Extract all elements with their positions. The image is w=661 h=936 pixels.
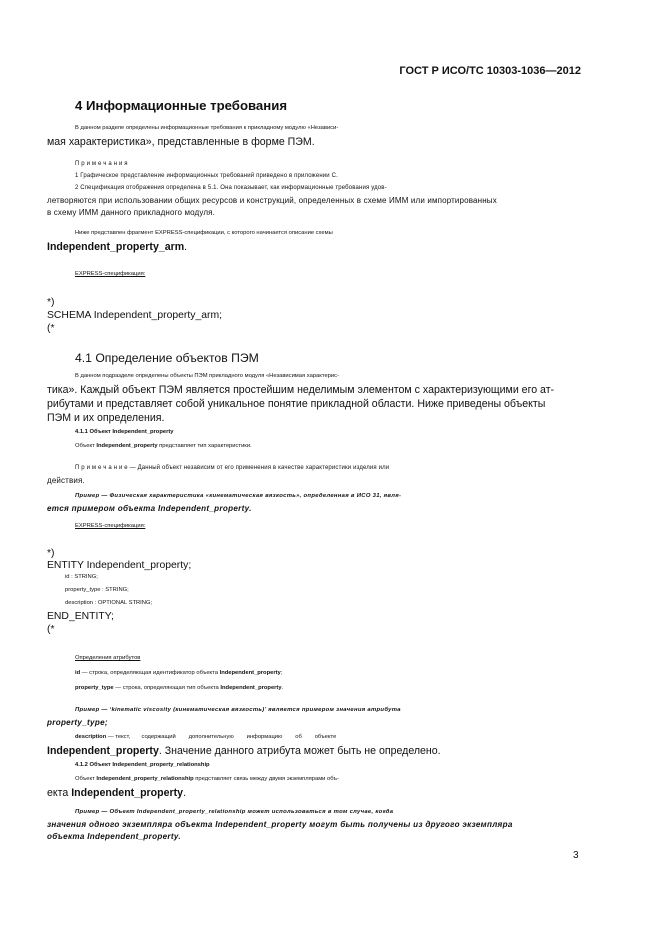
express-intro-tail: . xyxy=(184,241,188,253)
attr-pt-text: — строка, определяющая тип объекта xyxy=(113,685,221,691)
section-4-1-2-para-line-1 xyxy=(75,773,611,786)
section-4-intro-line-2: мая характеристика», представленные в форме ПЭМ. xyxy=(47,136,315,148)
attr-example-line-1: Пример — ‘kinematic viscosity (кинематическая вязкость)’ является примером значения атрибута xyxy=(75,707,401,713)
section-4-heading: 4 Информационные требования xyxy=(75,98,288,113)
section-4-1-para-line-2: тика». Каждый объект ПЭМ является простейшим неделимым элементом с характеризующими его ат- xyxy=(47,384,555,396)
code-comment-close: *) xyxy=(47,297,55,308)
code2-property-type-attr: property_type : STRING; xyxy=(65,587,129,593)
attr-id-end: ; xyxy=(280,670,283,676)
note-2-line-2: летворяются при использовании общих ресурсов и конструкций, определенных в схеме ИММ или импортированных xyxy=(47,196,497,205)
section-4-intro-line-1: В данном разделе определены информационные требования к прикладному модулю «Независи- xyxy=(75,125,339,131)
attr-desc-text: — текст, содержащий дополнительную информацию об объекте xyxy=(106,734,337,740)
code2-entity-line: ENTITY Independent_property; xyxy=(47,560,192,571)
def-prefix: Объект xyxy=(75,443,97,449)
rel2-suffix: . xyxy=(183,787,187,799)
code-comment-open: (* xyxy=(47,323,55,334)
attr-pt-end: . xyxy=(281,685,284,691)
def-entity-name: Independent_property xyxy=(96,443,158,449)
rel-prefix: Объект xyxy=(75,776,97,782)
section-4-1-1-heading: 4.1.1 Объект Independent_property xyxy=(75,429,174,435)
attr-id-object: Independent_property xyxy=(219,670,281,676)
note-2-line-1: 2 Спецификация отображения определена в 5.1. Она показывает, как информационные требования удов- xyxy=(75,185,387,191)
attr-pt-object: Independent_property xyxy=(220,685,282,691)
section-4-1-2-heading: 4.1.2 Объект Independent_property_relationship xyxy=(75,762,210,768)
attr-description-line-2 xyxy=(47,745,583,758)
section-4-1-1-example-line-2: ется примером объекта Independent_property. xyxy=(47,504,252,513)
section-4-1-para-line-3: рибутами и представляет собой уникальное понятие прикладной области. Ниже приведены объекты xyxy=(47,398,546,410)
code2-comment-open: (* xyxy=(47,624,55,635)
express-spec-label-1: EXPRESS-спецификация: xyxy=(75,271,146,277)
def-suffix: представляет тип характеристики. xyxy=(157,443,252,449)
code2-description-attr: description : OPTIONAL STRING; xyxy=(65,600,153,606)
attr-desc-tail: . Значение данного атрибута может быть не определено. xyxy=(158,745,441,757)
section-4-1-1-note-line-2: действия. xyxy=(47,476,85,485)
attr-desc-object: Independent_property xyxy=(47,745,159,757)
section-4-1-1-note-line-1: П р и м е ч а н и е — Данный объект независим от его применения в качестве характеристики изделия или xyxy=(75,465,390,471)
code2-end-entity: END_ENTITY; xyxy=(47,611,114,622)
code2-id-attr: id : STRING; xyxy=(65,574,98,580)
express-intro-line-2 xyxy=(47,241,583,254)
attr-id-text: — строка, определяющая идентификатор объекта xyxy=(80,670,220,676)
section-4-1-2-example-line-1: Пример — Объект Independent_property_relationship может использоваться в том случае, когда xyxy=(75,809,394,815)
attr-example-line-2: property_type; xyxy=(47,718,108,727)
express-spec-label-2: EXPRESS-спецификация: xyxy=(75,523,146,529)
attr-pt-name: property_type xyxy=(75,685,114,691)
section-4-1-2-example-line-3: объекта Independent_property. xyxy=(47,832,181,841)
rel2-entity-name: Independent_property xyxy=(71,787,184,799)
attr-id-definition xyxy=(75,667,611,680)
section-4-1-2-example-line-2: значения одного экземпляра объекта Independent_property могут быть получены из другого экземпляра xyxy=(47,820,513,829)
notes-label: П р и м е ч а н и я xyxy=(75,161,128,167)
code-schema-line: SCHEMA Independent_property_arm; xyxy=(47,310,223,321)
section-4-1-para-line-4: ПЭМ и их определения. xyxy=(47,412,165,424)
section-4-1-2-para-line-2 xyxy=(47,787,583,800)
attributes-heading: Определения атрибутов xyxy=(75,655,141,661)
section-4-1-1-example-line-1: Пример — Физическая характеристика «кинематическая вязкость», определенная в ИСО 31, явля- xyxy=(75,493,402,499)
page-number: 3 xyxy=(573,850,579,861)
rel-entity-name: Independent_property_relationship xyxy=(96,776,194,782)
rel2-prefix: екта xyxy=(47,787,72,799)
note-1: 1 Графическое представление информационных требований приведено в приложении С. xyxy=(75,173,338,179)
note-2-line-3: в схему ИММ данного прикладного модуля. xyxy=(47,208,216,217)
section-4-1-para-line-1: В данном подразделе определены объекты ПЭМ прикладного модуля «Независимая характерис- xyxy=(75,373,339,379)
attr-property-type-definition xyxy=(75,682,611,695)
attr-id-name: id xyxy=(75,670,81,676)
attr-description-definition xyxy=(75,731,611,744)
rel-suffix: представляет связь между двумя экземплярами объ- xyxy=(193,776,339,782)
code2-comment-close: *) xyxy=(47,548,55,559)
schema-name: Independent_property_arm xyxy=(47,241,185,253)
section-4-1-1-definition xyxy=(75,440,611,453)
attr-desc-name: description xyxy=(75,734,107,740)
express-intro-line-1: Ниже представлен фрагмент EXPRESS-спецификации, с которого начинается описание схемы xyxy=(75,230,333,236)
document-header: ГОСТ Р ИСО/ТС 10303-1036—2012 xyxy=(399,65,581,77)
section-4-1-heading: 4.1 Определение объектов ПЭМ xyxy=(75,351,259,365)
